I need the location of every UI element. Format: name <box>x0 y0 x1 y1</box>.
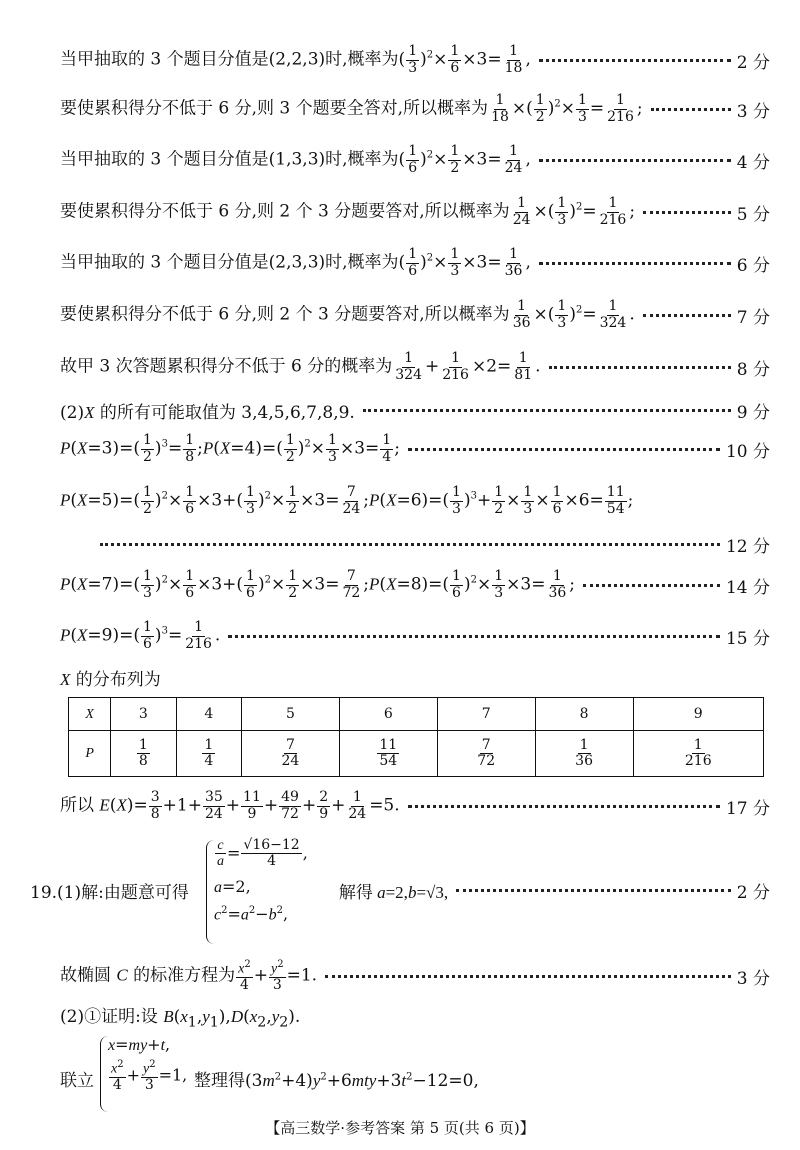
table-cell: 4 <box>176 698 241 731</box>
score-label: 2 分 <box>736 882 770 903</box>
table-cell: $\frac{1}{8}$ <box>111 731 176 777</box>
score-label: 15 分 <box>725 628 770 649</box>
table-cell: 9 <box>633 698 763 731</box>
score-label: 5 分 <box>736 204 770 225</box>
score-label: 14 分 <box>725 577 770 598</box>
score-label: 8 分 <box>736 359 770 380</box>
ellipse-line: 故椭圆 C 的标准方程为 $\frac{x^2}{4}$ + $\frac{y^2}{3}$ =1. 3 分 <box>60 958 770 993</box>
answer-line-13: P(X=9)=( $\frac{1}{6}$ )$^3$= $\frac{1}{216}$ . 15 分 <box>60 619 770 652</box>
score-label: 17 分 <box>725 798 770 819</box>
table-cell: 3 <box>111 698 176 731</box>
system2-eq-1: x=my+t, <box>108 1035 171 1054</box>
answer-line-1: 当甲抽取的 3 个题目分值是(2,2,3)时,概率为( $\frac{1}{3}$ )$^2$× $\frac{1}{6}$ ×3= $\frac{1}{18}$ , 2 分 <box>60 43 770 76</box>
table-header-row <box>69 698 764 731</box>
answer-line-11 <box>100 532 770 556</box>
answer-line-10: P(X=5)=( $\frac{1}{2}$ )$^2$× $\frac{1}{6}$ ×3+( $\frac{1}{3}$ )$^2$× $\frac{1}{2}$ ×3= $\frac{7}{24}$ ;P(X=6)=( $\frac{1}{3}$ )$^3$+ $\frac{1}{2}$ × $\frac{1}{3}$ × $\frac{1}{6}$ ×6= $\frac{11}{54}$ ; <box>60 484 634 517</box>
answer-line-2: 要使累积得分不低于 6 分,则 3 个题要全答对,所以概率为 $\frac{1}{18}$ ×( $\frac{1}{2}$ )$^2$× $\frac{1}{3}$ = $\frac{1}{216}$ ; 3 分 <box>60 92 770 125</box>
system2-eq-2: $\frac{x^2}{4}$ + $\frac{y^2}{3}$ =1, <box>111 1059 188 1094</box>
table-cell: $\frac{7}{72}$ <box>437 731 535 777</box>
answer-line-3: 当甲抽取的 3 个题目分值是(1,3,3)时,概率为( $\frac{1}{6}$ )$^2$× $\frac{1}{2}$ ×3= $\frac{1}{24}$ , 4 分 <box>60 143 770 176</box>
table-cell: 5 <box>241 698 339 731</box>
table-cell: $\frac{7}{24}$ <box>241 731 339 777</box>
table-cell: 8 <box>535 698 633 731</box>
table-cell: $\frac{11}{54}$ <box>339 731 437 777</box>
equation-system-2 <box>108 1036 187 1094</box>
answer-line-5: 当甲抽取的 3 个题目分值是(2,3,3)时,概率为( $\frac{1}{6}$ )$^2$× $\frac{1}{3}$ ×3= $\frac{1}{36}$ , 6 分 <box>60 246 770 279</box>
expectation-line: 所以 E(X)= $\frac{3}{8}$ +1+ $\frac{35}{24}$ + $\frac{11}{9}$ + $\frac{49}{72}$ + $\frac{2}{9}$ + $\frac{1}{24}$ =5. 17 分 <box>60 789 770 822</box>
table-cell: 7 <box>437 698 535 731</box>
answer-line-9: P(X=3)=( $\frac{1}{2}$ )$^3$= $\frac{1}{8}$ ;P(X=4)=( $\frac{1}{2}$ )$^2$× $\frac{1}{3}$ ×3= $\frac{1}{4}$ ; 10 分 <box>60 432 770 465</box>
q19-line: 19.(1)解:由题意可得 解得 a=2,b=√3, 2 分 <box>30 877 770 903</box>
table-cell: 6 <box>339 698 437 731</box>
distribution-table <box>68 697 764 777</box>
answer-line-14: X 的分布列为 <box>60 669 161 690</box>
proof-line: (2)①证明:设 $B(x_1,y_1),D(x_2,y_2)$. <box>60 1006 301 1031</box>
answer-line-4: 要使累积得分不低于 6 分,则 2 个 3 分题要答对,所以概率为 $\frac{1}{24}$ ×( $\frac{1}{3}$ )$^2$= $\frac{1}{216}$ ; 5 分 <box>60 195 770 228</box>
table-cell: $\frac{1}{36}$ <box>535 731 633 777</box>
answer-line-6: 要使累积得分不低于 6 分,则 2 个 3 分题要答对,所以概率为 $\frac{1}{36}$ ×( $\frac{1}{3}$ )$^2$= $\frac{1}{324}$ . 7 分 <box>60 298 770 331</box>
answer-line-8: (2)X 的所有可能取值为 3,4,5,6,7,8,9. 9 分 <box>60 397 770 423</box>
score-label: 3 分 <box>736 101 770 122</box>
system-eq-2: a=2, <box>214 876 251 896</box>
table-probability-row <box>69 731 764 777</box>
table-cell: X <box>69 698 111 731</box>
score-label: 4 分 <box>736 152 770 173</box>
answer-line-7: 故甲 3 次答题累积得分不低于 6 分的概率为 $\frac{1}{324}$ + $\frac{1}{216}$ ×2= $\frac{1}{81}$ . 8 分 <box>60 350 770 383</box>
table-cell: P <box>69 731 111 777</box>
equation-system-1 <box>214 838 308 925</box>
score-label: 12 分 <box>725 536 770 557</box>
answer-line-12: P(X=7)=( $\frac{1}{3}$ )$^2$× $\frac{1}{6}$ ×3+( $\frac{1}{6}$ )$^2$× $\frac{1}{2}$ ×3= $\frac{7}{72}$ ;P(X=8)=( $\frac{1}{6}$ )$^2$× $\frac{1}{3}$ ×3= $\frac{1}{36}$ ; 14 分 <box>60 568 770 601</box>
system-eq-3: $c^2=a^2-b^2$, <box>214 904 289 924</box>
score-label: 10 分 <box>725 441 770 462</box>
score-label: 2 分 <box>736 52 770 73</box>
table-cell: $\frac{1}{4}$ <box>176 731 241 777</box>
system-eq-1: $\frac{c}{a}$ = $\frac{√16-12}{4}$ , <box>217 837 308 870</box>
score-label: 7 分 <box>736 307 770 328</box>
score-label: 6 分 <box>736 255 770 276</box>
score-label: 3 分 <box>736 968 770 989</box>
score-label: 9 分 <box>736 402 770 423</box>
simultaneous-line: 联立 整理得$(3m^2+4)y^2+6mty+3t^2-12=0$, <box>60 1070 479 1091</box>
page-footer: 【高三数学·参考答案 第 5 页(共 6 页)】 <box>265 1119 535 1137</box>
table-cell: $\frac{1}{216}$ <box>633 731 763 777</box>
